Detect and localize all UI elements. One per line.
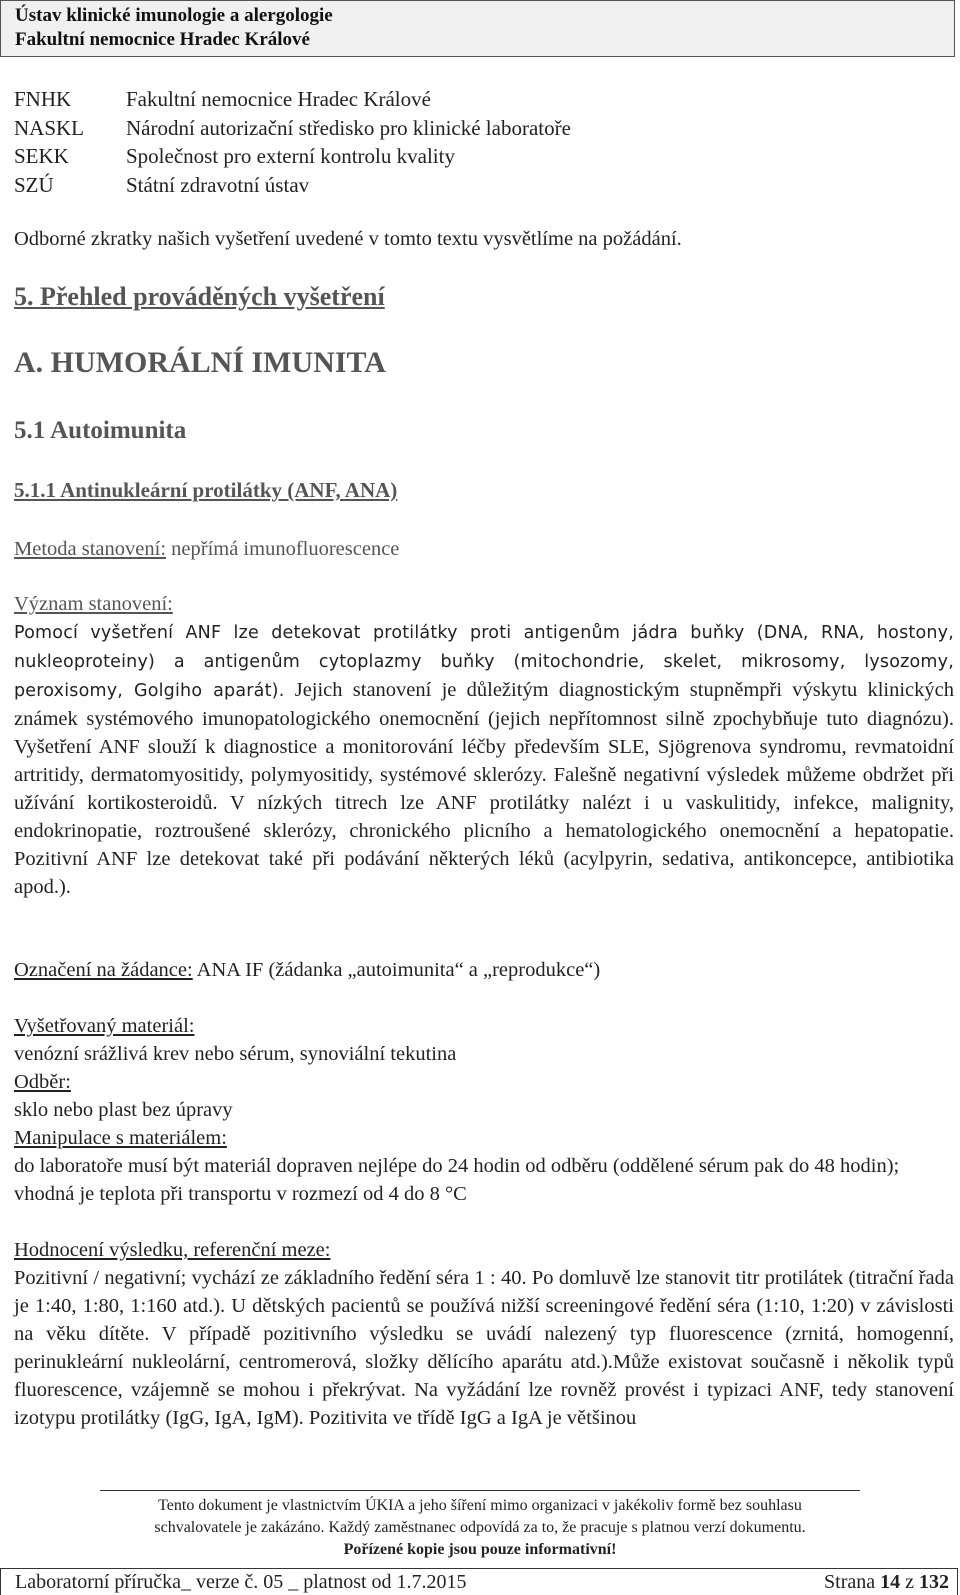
request-label: Označení na žádance: (14, 959, 193, 981)
footer-title: Laboratorní příručka_ verze č. 05 _ platnost od 1.7.2015 (15, 1571, 467, 1593)
material-value: venózní srážlivá krev nebo sérum, synoviální tekutina (14, 1043, 457, 1065)
meaning-label: Význam stanovení: (14, 593, 173, 615)
notice-line-1: Tento dokument je vlastnictvím ÚKIA a jeho šíření mimo organizaci v jakékoliv formě bez souhlasu (158, 1497, 802, 1514)
abbreviation-value: Státní zdravotní ústav (126, 172, 310, 197)
subsection-heading: 5.1 Autoimunita (14, 417, 187, 444)
part-heading: A. HUMORÁLNÍ IMUNITA (14, 346, 386, 379)
header-hospital: Fakultní nemocnice Hradec Králové (15, 29, 310, 50)
meaning-text-serif: Jejich stanovení je důležitým diagnostickým stupněmpři výskytu klinických známek systémového imunopatologického onemocnění (jejich nepřítomnost silně zpochybňuje tuto diagnózu). Vyšetření ANF slouží k diagnostice a monitorování léčby především SLE, Sjögrenova syndromu, revmatoidní artritidy, dermatomyositidy, polymyositidy, systémové sklerózy. Falešně negativní výsledek můžeme obdržet při užívání kortikosteroidů. V nízkých titrech lze ANF protilátky nalézt i u vaskulitidy, infekce, malignity, endokrinopatie, roztroušené sklerózy, chronického plicního a hematologického onemocnění a hepatopatie. Pozitivní ANF lze detekovat také při podávání některých léků (acylpyrin, sedativa, antikoncepce, antibiotika apod.). (14, 679, 954, 898)
page-number (824, 1569, 949, 1595)
abbreviation-list (14, 85, 571, 199)
request-value: ANA IF (žádanka „autoimunita“ a „reprodukce“) (192, 959, 601, 981)
item-heading (14, 478, 397, 503)
evaluation-block (14, 1236, 954, 1432)
page-current: 14 (880, 1571, 901, 1593)
abbreviation-key: FNHK (14, 87, 72, 111)
evaluation-label: Hodnocení výsledku, referenční meze: (14, 1239, 331, 1261)
abbreviation-row (14, 85, 571, 114)
abbreviation-value: Společnost pro externí kontrolu kvality (126, 144, 455, 168)
abbreviation-key: SZÚ (14, 172, 54, 197)
abbreviation-value: Fakultní nemocnice Hradec Králové (126, 87, 431, 111)
material-label: Vyšetřovaný materiál: (14, 1015, 195, 1037)
item-heading-text: 5.1.1 Antinukleární protilátky (ANF, ANA) (14, 478, 398, 502)
method-value: nepřímá imunofluorescence (166, 538, 400, 560)
notice-line-2: schvalovatele je zakázáno. Každý zaměstnanec odpovídá za to, že pracuje s platnou verzí dokumentu. (154, 1519, 806, 1536)
evaluation-value: Pozitivní / negativní; vychází ze základního ředění séra 1 : 40. Po domluvě lze stanovit titr protilátek (titrační řada je 1:40, 1:80, 1:160 atd.). U dětských pacientů se používá nižší screeningové ředění séra (1:10, 1:20) v závislosti na věku dítěte. V případě pozitivního výsledku se uvádí nalezený typ fluorescence (zrnitá, homogenní, perinukleární nukleolární, centromerová, složky dělícího aparátu atd.).Může existovat současně i několik typů fluorescence, vzájemně se mohou i překrývat. Na vyžádání lze rovněž provést i typizaci ANF, tedy stanovení izotypu protilátky (IgG, IgA, IgM). Pozitivita ve třídě IgG a IgA je většinou (14, 1267, 954, 1429)
handling-value: do laboratoře musí být materiál dopraven nejlépe do 24 hodin od odběru (oddělené sérum pak do 48 hodin); vhodná je teplota při transportu v rozmezí od 4 do 8 °C (14, 1155, 900, 1205)
abbreviation-row (14, 114, 571, 143)
page-prefix: Strana (824, 1571, 881, 1593)
handling-label: Manipulace s materiálem: (14, 1127, 227, 1149)
page-total: 132 (919, 1571, 949, 1593)
material-block (14, 1012, 954, 1208)
abbreviation-key: NASKL (14, 115, 85, 140)
meaning-text-sans: Pomocí vyšetření ANF lze detekovat protilátky proti antigenům jádra buňky (DNA, RNA, hostony, nukleoproteiny) a antigenům cytoplazmy buňky (mitochondrie, skelet, mikrosomy, lysozomy, peroxisomy, Golgiho aparát). (14, 623, 954, 701)
page-footer (0, 1568, 958, 1595)
request-line (14, 956, 954, 984)
abbreviation-row (14, 142, 571, 171)
section-heading: 5. Přehled prováděných vyšetření (14, 282, 385, 311)
abbreviation-key: SEKK (14, 144, 69, 168)
header-institute: Ústav klinické imunologie a alergologie (15, 5, 333, 26)
page-of: z (900, 1571, 919, 1593)
collection-label: Odběr: (14, 1071, 71, 1093)
collection-value: sklo nebo plast bez úpravy (14, 1099, 233, 1121)
method-line (14, 535, 954, 563)
meaning-paragraph (14, 618, 954, 901)
method-label: Metoda stanovení: (14, 538, 167, 560)
abbreviation-row (14, 171, 571, 200)
ownership-notice (100, 1490, 860, 1561)
abbreviation-value: Národní autorizační středisko pro klinické laboratoře (126, 115, 571, 140)
abbreviation-note: Odborné zkratky našich vyšetření uvedené v tomto textu vysvětlíme na požádání. (14, 228, 682, 250)
notice-line-3: Pořízené kopie jsou pouze informativní! (343, 1541, 617, 1558)
page-header (0, 0, 955, 57)
